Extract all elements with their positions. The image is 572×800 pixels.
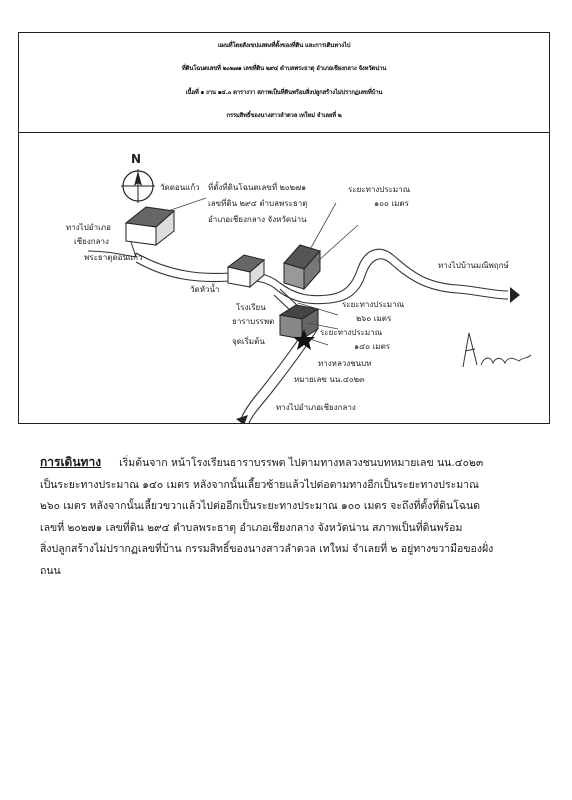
distance-140-line2: ๑๔๐ เมตร	[354, 342, 391, 351]
to-chiangklang-line2: เชียงกลาง	[74, 237, 109, 246]
temple-donkaew-icon	[126, 207, 174, 245]
directions-line3: ๒๖๐ เมตร หลังจากนั้นเลี้ยวขวาแล้วไปต่ออีกเป็นระยะทางประมาณ ๑๐๐ เมตร จะถึงที่ตั้งที่ดินโฉนด	[40, 500, 481, 512]
highway-line2: หมายเลข นน.๔๐๒๓	[294, 375, 365, 384]
land-building-icon	[284, 245, 320, 289]
temple-huanam-label: วัดหัวน้ำ	[190, 285, 220, 294]
header-title: แผนที่โดยสังเขปแสดงที่ตั้งของที่ดิน และการเดินทางไป	[217, 42, 351, 49]
compass-north-label: N	[131, 152, 142, 166]
distance-140-line1: ระยะทางประมาณ	[320, 328, 383, 337]
temple-donkaew-label: วัดดอนแก้ว	[160, 183, 200, 192]
directions-line2: เป็นระยะทางประมาณ ๑๔๐ เมตร หลังจากนั้นเลี้ยวซ้ายแล้วไปต่อตามทางอีกเป็นระยะทางประมาณ	[40, 478, 479, 491]
directions-line6: ถนน	[40, 564, 61, 577]
to-chiangklang-line1: ทางไปอำเภอ	[66, 223, 111, 232]
location-map	[18, 133, 550, 423]
directions-line1: เริ่มต้นจาก หน้าโรงเรียนธาราบรรพต ไปตามทางหลวงชนบทหมายเลข นน.๔๐๒๓	[119, 457, 484, 469]
to-chiangklang-bottom-label: ทางไปอำเภอเชียงกลาง	[276, 403, 356, 412]
header-owner-line: กรรมสิทธิ์ของนางสาวลำดวล เทใหม่ จำเลยที่ ๒	[226, 112, 342, 119]
school-building-icon	[280, 305, 318, 339]
school-line2: ธาราบรรพต	[232, 317, 275, 326]
location-line1: ที่ตั้งที่ดินโฉนดเลขที่ ๒๐๒๗๑	[208, 183, 307, 192]
phrathat-donkaew-label: พระธาตุดอนแก้ว	[84, 253, 143, 262]
header-deed-line: ที่ดินโฉนดเลขที่ ๒๐๒๗๑ เลขที่ดิน ๒๙๔ ตำบลพระธาตุ อำเภอเชียงกลาง จังหวัดน่าน	[181, 65, 387, 72]
to-ban-manee-label: ทางไปบ้านมณีพฤกษ์	[438, 261, 509, 270]
highway-line1: ทางหลวงชนบท	[318, 359, 372, 368]
directions-heading: การเดินทาง	[40, 455, 102, 469]
directions-line5: สิ่งปลูกสร้างไม่ปรากฏเลขที่บ้าน กรรมสิทธิ์ของนางสาวลำดวล เทใหม่ จำเลยที่ ๒ อยู่ทางขวามือของฝั่ง	[40, 543, 494, 555]
compass-icon	[121, 169, 155, 203]
location-line3: อำเภอเชียงกลาง จังหวัดน่าน	[208, 215, 307, 224]
distance-260-line2: ๒๖๐ เมตร	[356, 314, 392, 323]
location-line2: เลขที่ดิน ๒๙๔ ตำบลพระธาตุ	[208, 199, 308, 208]
directions-line4: เลขที่ ๒๐๒๗๑ เลขที่ดิน ๒๙๔ ตำบลพระธาตุ อำเภอเชียงกลาง จังหวัดน่าน สภาพเป็นที่ดินพร้อม	[40, 521, 463, 534]
distance-100-line2: ๑๐๐ เมตร	[374, 199, 409, 208]
distance-260-line1: ระยะทางประมาณ	[342, 300, 405, 309]
school-line1: โรงเรียน	[236, 303, 266, 312]
distance-100-line1: ระยะทางประมาณ	[348, 185, 411, 194]
signature-mark	[455, 325, 535, 375]
header-area-line: เนื้อที่ ๑ งาน ๑๔.๐ ตารางวา สภาพเป็นที่ดินพร้อมสิ่งปลูกสร้างไม่ปรากฏเลขที่บ้าน	[185, 89, 383, 96]
start-point-label: จุดเริ่มต้น	[232, 337, 265, 346]
temple-huanam-icon	[228, 255, 264, 287]
arrow-right-icon	[510, 287, 520, 303]
directions-block	[40, 452, 540, 582]
